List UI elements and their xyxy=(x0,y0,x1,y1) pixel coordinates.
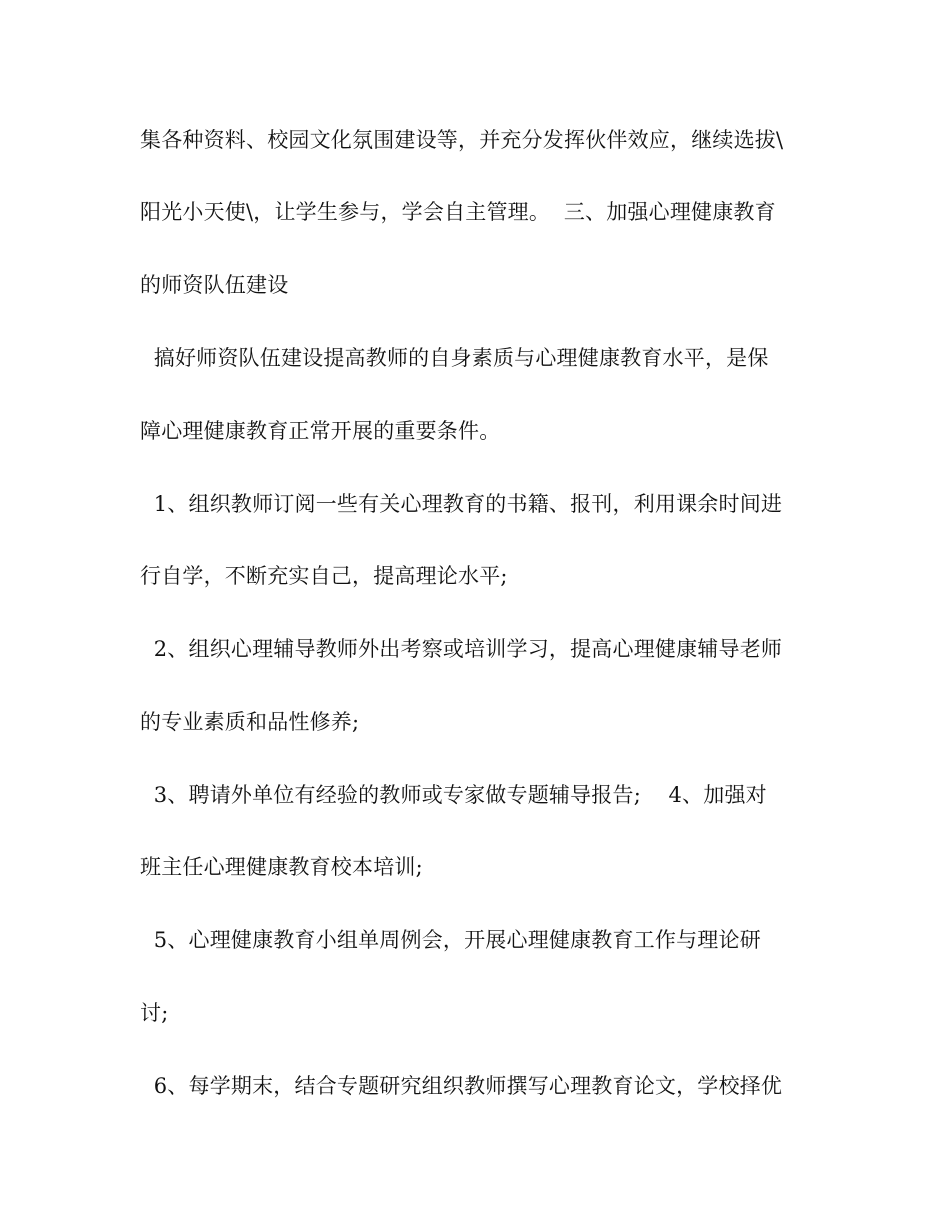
list-item-line: 6、每学期末，结合专题研究组织教师撰写心理教育论文，学校择优 xyxy=(140,1074,783,1098)
list-item-line: 行自学，不断充实自己，提高理论水平; xyxy=(140,564,508,588)
list-item-line: 1、组织教师订阅一些有关心理教育的书籍、报刊，利用课余时间进 xyxy=(140,492,783,516)
paragraph-line: 障心理健康教育正常开展的重要条件。 xyxy=(140,419,501,443)
list-item-line: 的专业素质和品性修养; xyxy=(140,710,360,734)
list-item-line: 5、心理健康教育小组单周例会，开展心理健康教育工作与理论研 xyxy=(140,928,761,952)
list-item-line: 讨; xyxy=(140,1001,169,1025)
section-heading-line: 的师资队伍建设 xyxy=(140,273,289,297)
list-item-line: 2、组织心理辅导教师外出考察或培训学习，提高心理健康辅导老师 xyxy=(140,637,783,661)
paragraph-line: 搞好师资队伍建设提高教师的自身素质与心理健康教育水平，是保 xyxy=(140,346,769,370)
text-line: 集各种资料、校园文化氛围建设等，并充分发挥伙伴效应，继续选拔\ xyxy=(140,128,784,152)
list-item-line: 3、聘请外单位有经验的教师或专家做专题辅导报告; 4、加强对 xyxy=(140,783,767,807)
text-line: 阳光小天使\，让学生参与，学会自主管理。 三、加强心理健康教育 xyxy=(140,200,776,224)
list-item-line: 班主任心理健康教育校本培训; xyxy=(140,855,423,879)
